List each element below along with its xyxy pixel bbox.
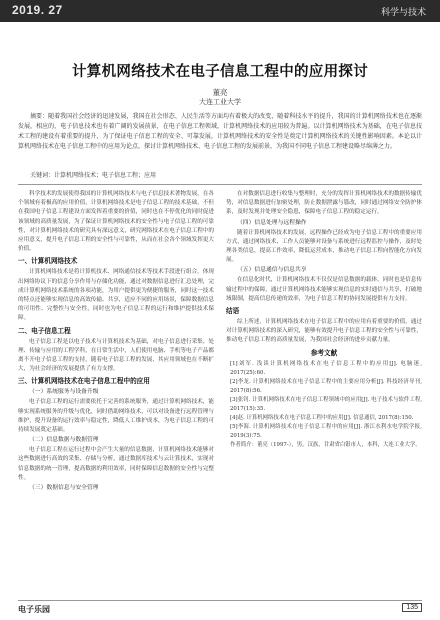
paragraph: 综上所述，计算机网络技术在电子信息工程中的应用有着重要的价值，通过对计算机网络技术的深入研究，能够有效提升电子信息工程的安全性与可靠性，推动电子信息工程的高质量发展，为我国社会经济的进步贡献力量。 bbox=[226, 319, 422, 344]
abstract: 摘要：随着我国社会经济的迅速发展，我国在社会形态、人民生活等方面均有着极大的改变，随着科技水平的提升，我国的计算机网络技术也在逐渐发展，相应的，电子信息技术也有着广阔的发展前景，在电子信息工程领域，计算机网络技术的应用较为普遍。以计算机网络技术为基础，在电子信息技术工程的建设有着重要的提升，为了保证电子信息工程的安全、可靠发展，计算机网络技术的安全性是奠定计算机网络技术的关键性影响因素。本论以计算机网络技术在电子信息工程中的应用为论点，探讨计算机网络技术、电子信息工程的发展前景，为我国不同电子信息工程建设略尽绵薄之力。 bbox=[18, 113, 422, 150]
keywords: 关键词：计算机网络技术；电子信息工程；应用 bbox=[30, 172, 157, 179]
paragraph: 计算机网络技术是将计算机技术、网络通信技术等技术手段进行组合，体现出网络协议下的信息分享作用与存储化功能，通过对数据信息进行汇总处理，完成计算机网络技术系统的各项功能，为用户提供更为便捷的服务，同时这一技术的特点还能够实现信息的高效传输、共享，适应不同的应用场景，保障数据信息的可用性、完整性与安全性，同时也为电子信息工程的运行和维护提供技术保障。 bbox=[18, 269, 214, 322]
paragraph: 在对数据信息进行收集与整理时，充分的发挥计算机网络技术的数据传输优势，对信息数据进行加密处理，防止数据泄露与篡改，同时通过网络安全防护体系，及时发现并处理安全隐患，保障电子信息工程的稳定运行。 bbox=[226, 191, 422, 216]
author-affiliation: 大连工业大学 bbox=[199, 98, 241, 106]
subsection-heading: （二）信息数据与数据管理 bbox=[29, 437, 99, 444]
paragraph: 随着计算机网络技术的发展，远程操作已经成为电子信息工程中的重要应用方式，通过网络技术，工作人员能够对设备与系统进行远程监控与操作，及时处理各类信息，提高工作效率，降低运营成本，推动电子信息工程向智能化方向发展。 bbox=[226, 229, 422, 264]
reference-entry: [1]刘军. 浅谈计算机网络技术在电子信息工程中的应用[J]. 电脑迷, 2017(25):60. bbox=[230, 360, 422, 376]
issue-date: 2019. 27 bbox=[12, 3, 63, 17]
journal-brand: 电子乐园 bbox=[18, 605, 50, 614]
column-name: 科学与技术 bbox=[380, 7, 426, 17]
subsection-heading: （五）信息通信与信息共享 bbox=[237, 267, 307, 274]
paper-title: 计算机网络技术在电子信息工程中的应用探讨 bbox=[72, 64, 368, 80]
paragraph: 在信息化时代，计算机网络技术不仅仅是信息数据的载体，同时也是信息传输过程中的保障，通过计算机网络技术能够实现信息的实时通信与共享，打破地域限制，提高信息传递的效率，为电子信息工程的协同发展提供有力支持。 bbox=[226, 277, 422, 302]
reference-entry: [3]张钊. 计算机网络技术在电子信息工程领域中的应用[J]. 电子技术与软件工程, 2017(15):35. bbox=[230, 396, 422, 412]
subsection-heading: （四）信息处理与远程操作 bbox=[237, 219, 307, 226]
reference-entry: [5]李海. 计算机网络技术在电子信息工程中的应用[J]. 浙江水利水电学院学报, 2019(3):75. bbox=[230, 423, 422, 439]
subsection-heading: （三）数据信息与安全管理 bbox=[29, 485, 99, 492]
paragraph: 电子信息工程是以电子技术与计算机技术为基础，对电子信息进行采集、处理、传输与应用的工程学科，在日常生活中，人们使用电脑、手机等电子产品都离不开电子信息工程的支持，随着电子信息工程的发展，其应用领域也在不断扩大，为社会经济的发展提供了有力支撑。 bbox=[18, 338, 214, 373]
journal-header bbox=[0, 0, 440, 22]
left-column bbox=[18, 190, 214, 494]
section-heading: 三、计算机网络技术在电子信息工程中的应用 bbox=[18, 378, 150, 386]
paragraph: 电子信息工程在运行过程中会产生大量的信息数据，计算机网络技术能够对这些数据进行高效的采集、存储与分析，通过数据库技术与云计算技术，实现对信息数据的统一管理，提高数据的利用效率，同时保障信息数据的安全性与完整性。 bbox=[18, 447, 214, 481]
section-heading: 一、计算机网络技术 bbox=[18, 258, 78, 266]
section-heading: 二、电子信息工程 bbox=[18, 327, 71, 335]
references-heading: 参考文献 bbox=[310, 349, 338, 357]
author-name: 董亮 bbox=[212, 88, 228, 97]
reference-entry: 作者简介：董亮（1997-），男，汉族，甘肃省白银市人，本科，大连工业大学。 bbox=[230, 441, 421, 448]
page-number: 135 bbox=[402, 603, 422, 612]
paragraph: 科学技术的发展使得我国的计算机网络技术与电子信息技术著物发展，在各个领域有着极高的应用价值，计算机网络技术是电子信息工程的技术基础，不但在我国电子信息工程建设方面发挥着重要的价值，同时也在不停优化的同时促进该领域的高质量发展，为了保证计算机网络技术的安全性与电子信息工程的可靠性，对计算机网络技术的研究具有深远意义，研究网络技术在电子信息工程中的应用意义，提升电子信息工程的安全性与可靠性，从而在社会各个领域发挥更大价值。 bbox=[18, 191, 214, 253]
right-column bbox=[226, 190, 422, 450]
reference-entry: [2]李龙. 计算机网络技术在电子信息工程中的主要应用分析[J]. 科技经济导刊, 2017(8):56. bbox=[230, 378, 422, 394]
abstract-divider bbox=[18, 184, 422, 185]
subsection-heading: （一）系统服务与设备升级 bbox=[29, 389, 99, 396]
reference-entry: [4]赵. 计算机网络技术在电子信息工程中的应用[J]. 信息通信, 2017(8):150. bbox=[230, 414, 414, 421]
section-heading: 结语 bbox=[226, 308, 240, 316]
paragraph: 电子信息工程的运行需要依托于完善的系统服务，通过计算机网络技术，能够实现系统服务的升级与优化，同时借助网络技术，可以对设备进行远程管理与维护，提升设备的运行效率与稳定性，降低人工维护成本，为电子信息工程的可持续发展奠定基础。 bbox=[18, 399, 214, 434]
footer-divider bbox=[18, 600, 422, 601]
